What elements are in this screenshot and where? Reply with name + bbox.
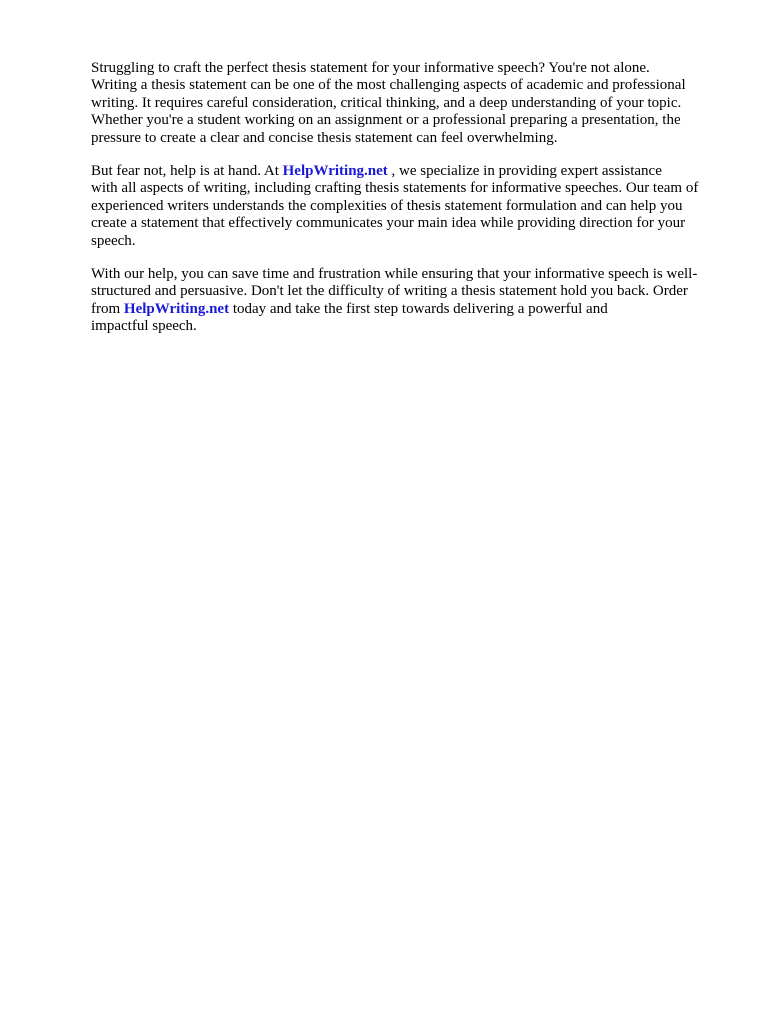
paragraph-order-rest: today and take the first step towards delivering a powerful and impactful speech.: [91, 300, 608, 335]
paragraph-help: [91, 163, 723, 250]
document-body: [91, 60, 723, 352]
paragraph-order: [91, 266, 723, 336]
helpwriting-link[interactable]: HelpWriting.net: [282, 163, 388, 180]
helpwriting-order-link[interactable]: HelpWriting.net: [123, 300, 230, 317]
paragraph-help-rest: , we specialize in providing expert assistance with all aspects of writing, including crafting thesis statements for informative speeches. Our team of experienced writers understands the complexities of thesis statement formulation and can help you create a statement that effectively communicates your main idea while providing direction for your speech.: [91, 163, 699, 249]
paragraph-help-lead: But fear not, help is at hand. At: [91, 163, 283, 180]
paragraph-intro: Struggling to craft the perfect thesis statement for your informative speech? You're not alone. Writing a thesis statement can be one of the most challenging aspects of academic and professional writing. It requires careful consideration, critical thinking, and a deep understanding of your topic. Whether you're a student working on an assignment or a professional preparing a presentation, the pressure to create a clear and concise thesis statement can feel overwhelming.: [91, 60, 686, 146]
paragraph-order-lead: With our help, you can save time and frustration while ensuring that your informative speech is well- structured and persuasive. Don't let the difficulty of writing a thesis statement hold you back. Order from: [91, 266, 698, 317]
